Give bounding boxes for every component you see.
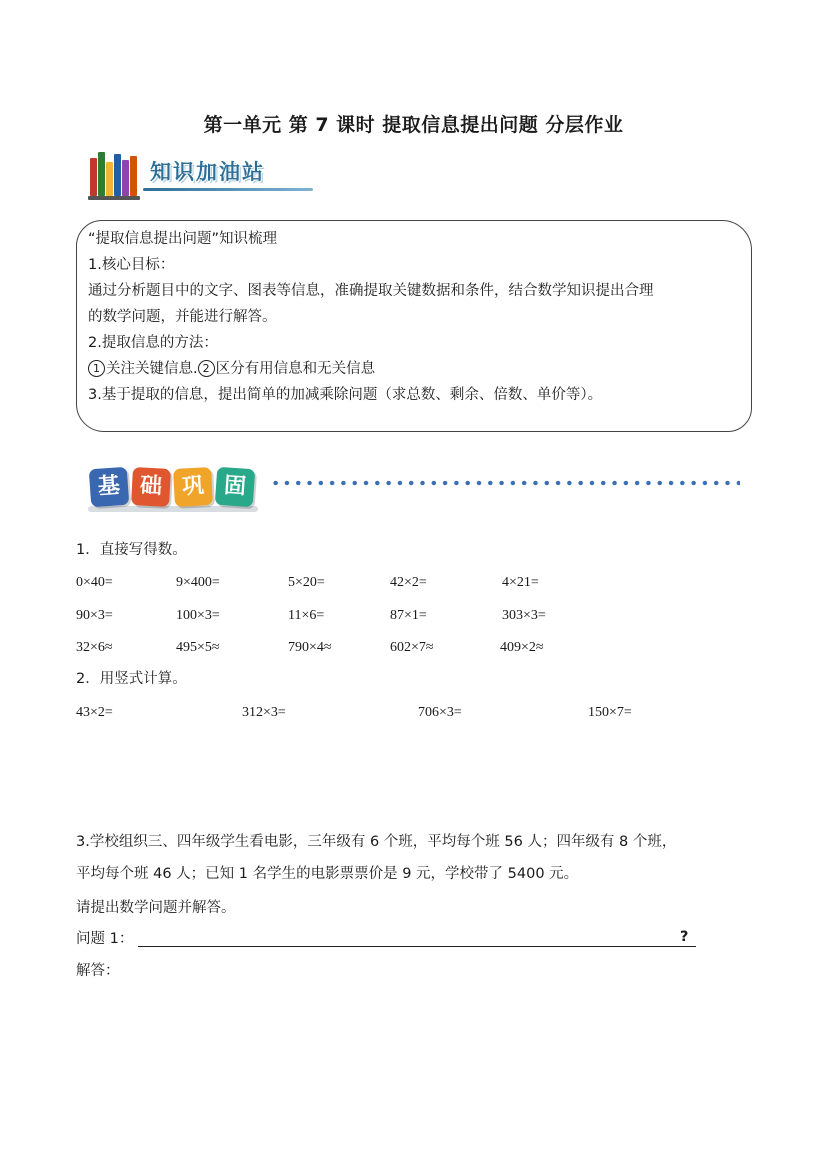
- goal-text-line-1: 通过分析题目中的文字、图表等信息，准确提取关键数据和条件，结合数学知识提出合理: [88, 283, 654, 299]
- method-items: [88, 358, 754, 380]
- dotted-divider: [270, 480, 740, 486]
- q1-item: 495×5≈: [176, 640, 220, 655]
- banner-underline: [143, 188, 313, 191]
- q3-instruction: 请提出数学问题并解答。: [76, 900, 236, 916]
- knowledge-banner-title: 知识加油站: [150, 160, 265, 184]
- knowledge-heading: “提取信息提出问题”知识梳理: [88, 231, 278, 247]
- q3-text-line-2: 平均每个班 46 人；已知 1 名学生的电影票票价是 9 元，学校带了 5400 元。: [76, 866, 579, 882]
- q1-item: 0×40=: [76, 575, 113, 590]
- page-title: 第一单元 第 7 课时 提取信息提出问题 分层作业: [203, 114, 624, 136]
- q2-item: 312×3=: [242, 705, 286, 720]
- basics-tile-3: 巩: [173, 467, 213, 507]
- tile-shadow-base: [88, 506, 258, 512]
- goal-label: 1.核心目标：: [88, 257, 175, 273]
- q1-item: 9×400=: [176, 575, 220, 590]
- q2-item: 150×7=: [588, 705, 632, 720]
- q2-prompt: 2．用竖式计算。: [76, 671, 187, 687]
- q3-text-line-1: 3.学校组织三、四年级学生看电影，三年级有 6 个班，平均每个班 56 人；四年级有 8 个班，: [76, 834, 677, 850]
- basics-tile-2: 础: [131, 467, 171, 507]
- point-3: 3.基于提取的信息，提出简单的加减乘除问题（求总数、剩余、倍数、单价等）。: [88, 387, 603, 403]
- question-mark: ?: [680, 929, 689, 945]
- method-label: 2.提取信息的方法：: [88, 335, 218, 351]
- question-1-answer-line[interactable]: [138, 946, 696, 947]
- q2-item: 706×3=: [418, 705, 462, 720]
- q2-item: 43×2=: [76, 705, 113, 720]
- goal-text-line-2: 的数学问题，并能进行解答。: [88, 309, 277, 325]
- q1-item: 11×6=: [288, 608, 325, 623]
- q1-item: 90×3=: [76, 608, 113, 623]
- circled-number-1: 1: [88, 360, 105, 377]
- q1-item: 5×20=: [288, 575, 325, 590]
- q1-item: 303×3=: [502, 608, 546, 623]
- method-item-2: 区分有用信息和无关信息: [215, 361, 376, 377]
- method-item-1: 关注关键信息.: [106, 361, 198, 377]
- q1-item: 32×6≈: [76, 640, 113, 655]
- q1-item: 42×2=: [390, 575, 427, 590]
- answer-label: 解答：: [76, 963, 120, 979]
- q1-item: 602×7≈: [390, 640, 434, 655]
- q1-item: 87×1=: [390, 608, 427, 623]
- q1-item: 790×4≈: [288, 640, 332, 655]
- q1-item: 4×21=: [502, 575, 539, 590]
- basics-banner: [88, 462, 748, 518]
- basics-tile-4: 固: [215, 467, 256, 508]
- q1-item: 409×2≈: [500, 640, 544, 655]
- basics-tile-1: 基: [89, 467, 130, 508]
- q1-prompt: 1．直接写得数。: [76, 542, 187, 558]
- question-1-label: 问题 1：: [76, 931, 134, 947]
- q1-item: 100×3=: [176, 608, 220, 623]
- knowledge-banner: [88, 148, 318, 200]
- circled-number-2: 2: [198, 360, 215, 377]
